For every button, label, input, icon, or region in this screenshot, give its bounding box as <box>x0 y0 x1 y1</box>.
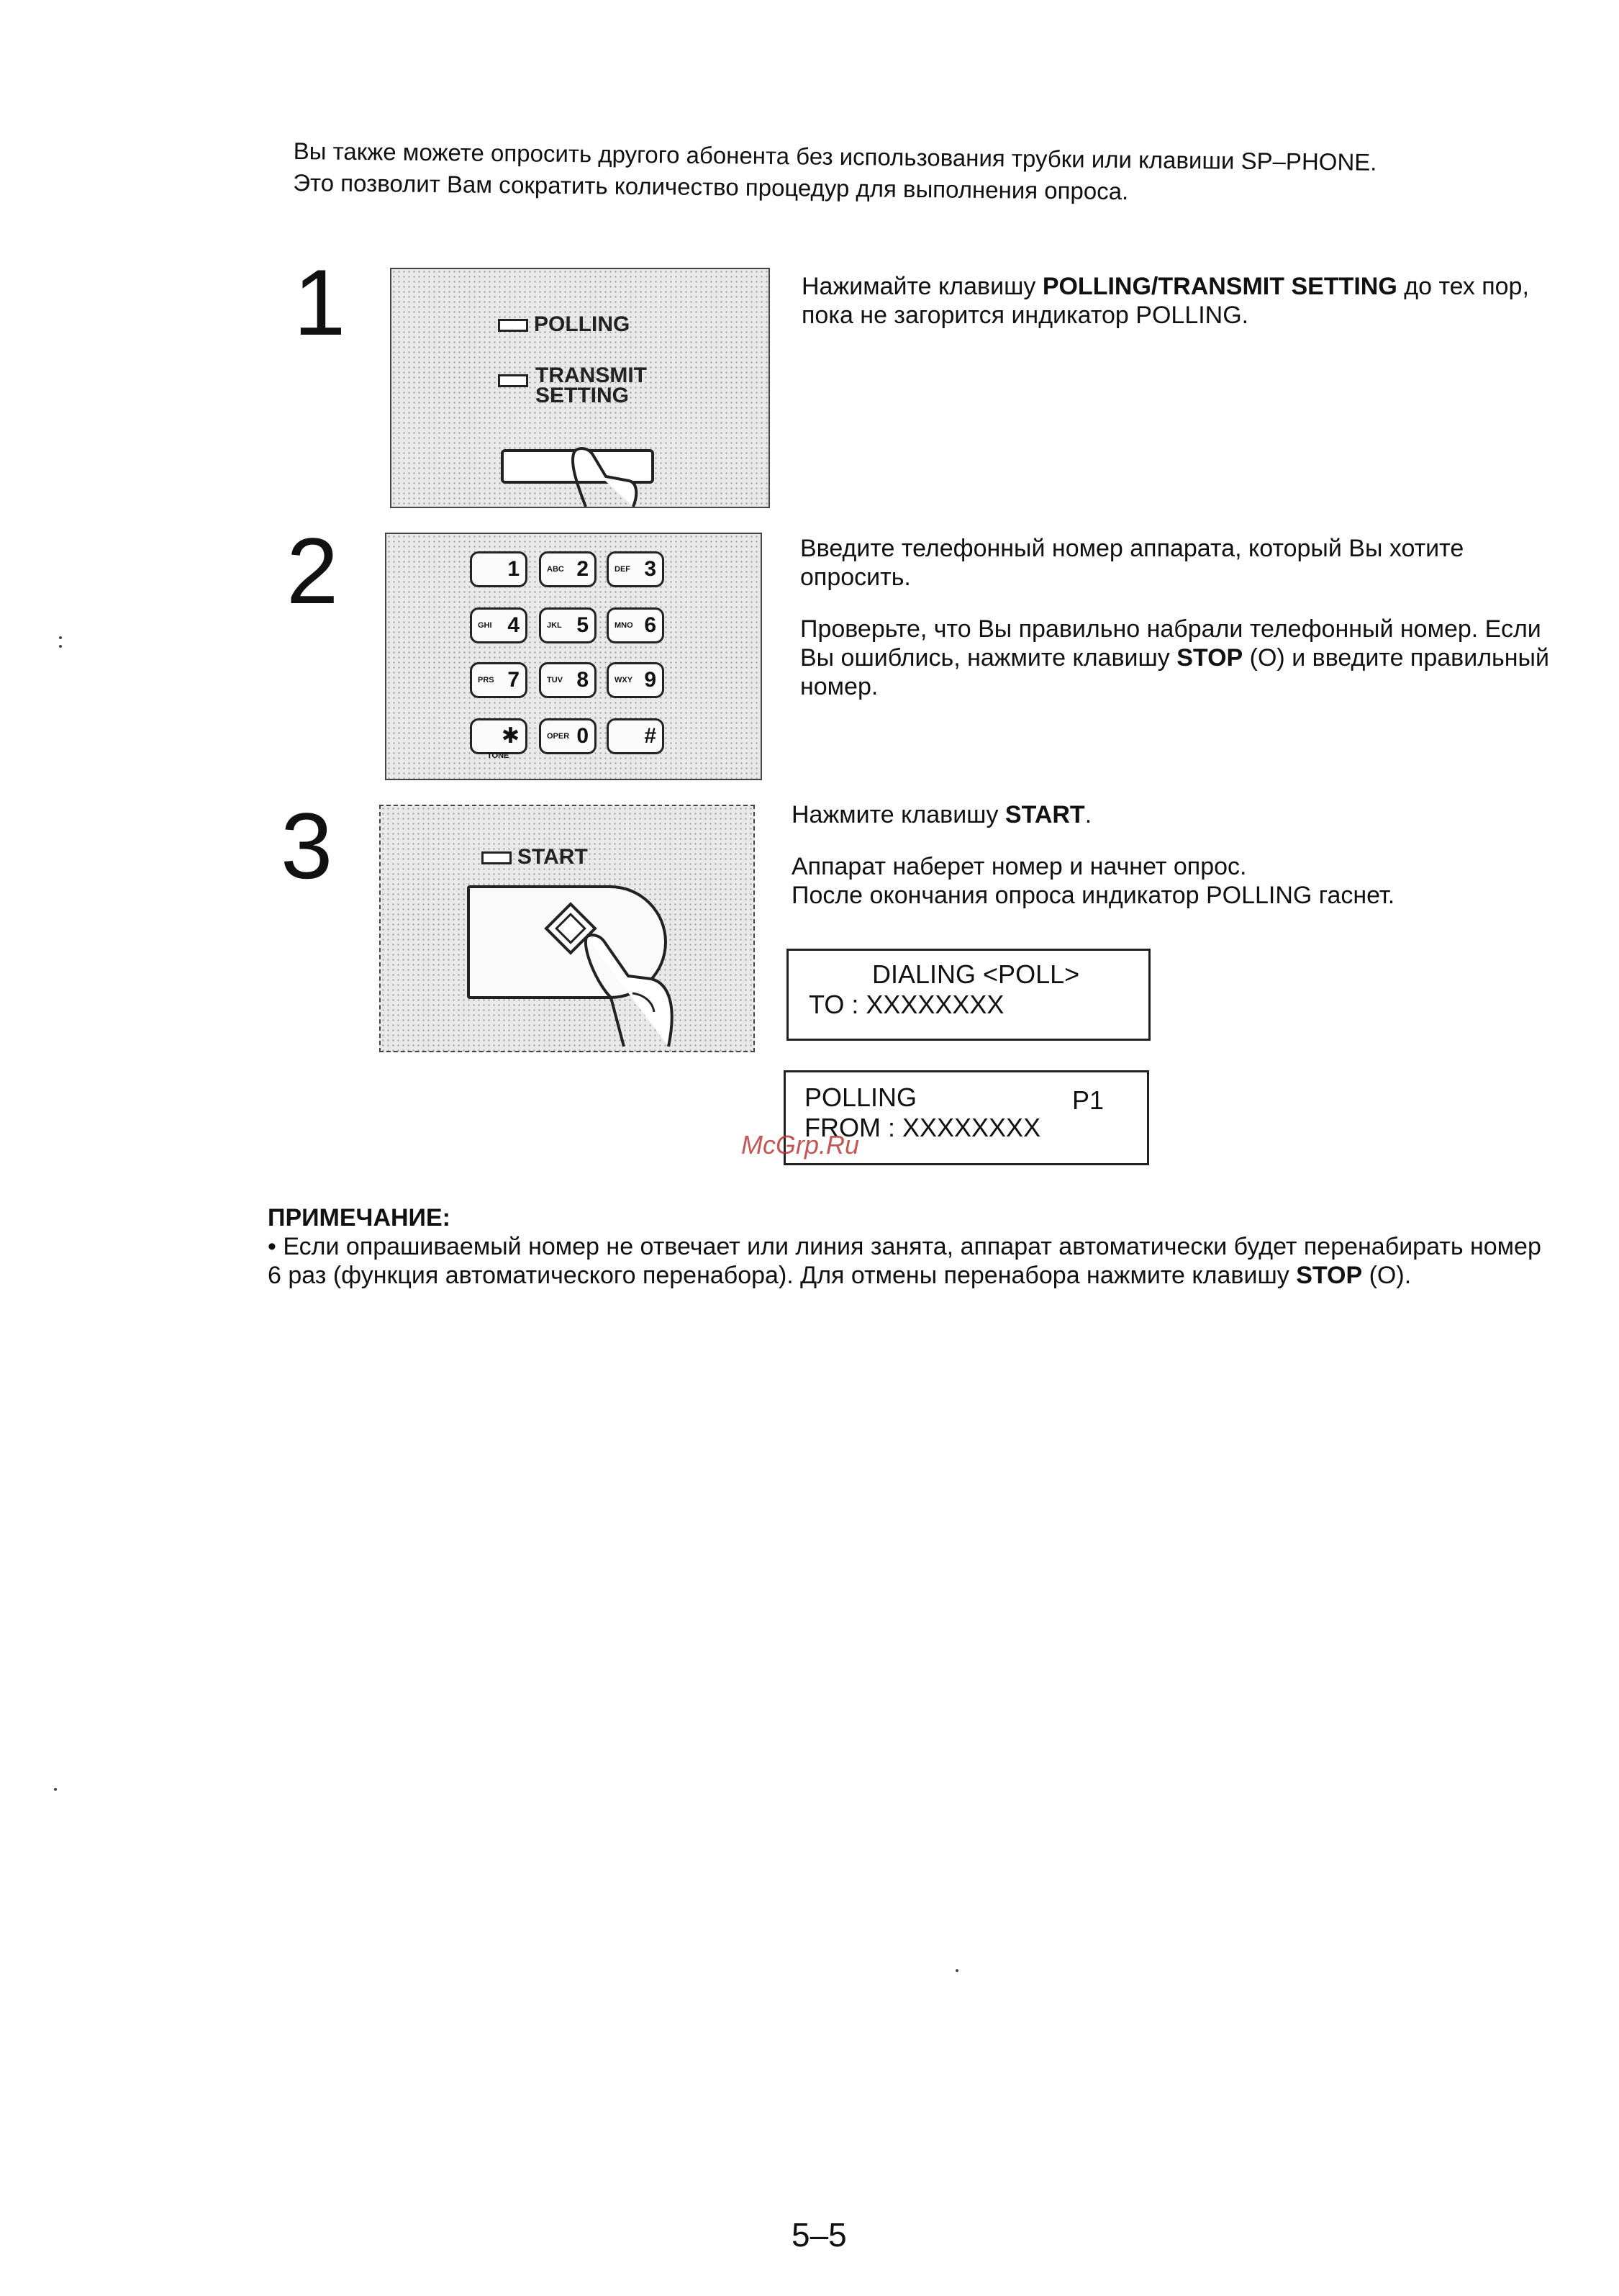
keypad-key <box>539 718 597 754</box>
step-3-para-1-pre: Нажмите клавишу <box>792 801 1005 828</box>
keypad-key-digit: 6 <box>644 613 656 637</box>
intro-text <box>293 135 1445 211</box>
note-bullet: • <box>268 1233 276 1260</box>
keypad-key-digit: 8 <box>576 668 589 692</box>
lcd-display-dialing <box>786 949 1151 1041</box>
step-3-para-1 <box>792 800 1554 829</box>
step-2-para-2-key: STOP <box>1176 644 1243 672</box>
keypad-key <box>470 662 527 698</box>
step-2-para-2-pre: Проверьте, что Вы правильно набрали телефонный номер. Если Вы ошиблись, нажмите клавишу <box>800 615 1541 672</box>
scan-artifact <box>54 1788 57 1791</box>
keypad-key <box>539 551 597 587</box>
keypad-key <box>539 662 597 698</box>
step-1-text-post: до тех пор, пока не загорится индикатор POLLING. <box>802 273 1529 329</box>
note-text-pre: Если опрашиваемый номер не отвечает или линия занята, аппарат автоматически будет перенабирать номер 6 раз (функция автоматического перенабора). Для отмены перенабора нажмите клавишу <box>268 1233 1541 1289</box>
step-2-para-2-post: (O) и введите правильный номер. <box>800 644 1549 700</box>
polling-indicator-label: POLLING <box>534 312 630 336</box>
note-title: ПРИМЕЧАНИЕ: <box>268 1204 450 1231</box>
keypad-key-digit: 5 <box>576 613 589 637</box>
keypad-key-letters: PRS <box>478 676 494 684</box>
step-1-text <box>802 272 1579 330</box>
note-text-key: STOP <box>1296 1262 1363 1289</box>
start-indicator-label: START <box>517 845 588 869</box>
pressing-hand-icon <box>582 933 683 1048</box>
step-1-text-key: POLLING/TRANSMIT SETTING <box>1042 273 1397 300</box>
step-2-text <box>800 534 1556 724</box>
keypad-key <box>470 551 527 587</box>
lcd-dialing-row-2: TO : XXXXXXXX <box>809 990 1004 1019</box>
keypad-key-digit: 7 <box>507 668 520 692</box>
step-1-text-pre: Нажимайте клавишу <box>802 273 1043 300</box>
keypad-key <box>470 607 527 643</box>
intro-line-2: Это позволит Вам сократить количество процедур для выполнения опроса. <box>293 168 1129 205</box>
keypad-key-letters: OPER <box>547 732 570 741</box>
lcd-polling-page: P1 <box>1072 1085 1105 1115</box>
setting-label: SETTING <box>535 384 630 407</box>
start-led-icon <box>481 851 512 864</box>
keypad-key-digit: ✱ <box>501 724 520 748</box>
tone-label: TONE <box>487 751 509 760</box>
pressing-finger-icon <box>564 445 643 507</box>
keypad-key-letters: WXY <box>615 676 633 684</box>
note-text-post: (O). <box>1362 1262 1412 1289</box>
keypad-key-digit: 2 <box>576 557 589 581</box>
scan-artifact <box>956 1969 958 1972</box>
step-3-para-1-key: START <box>1004 801 1085 828</box>
intro-line-1: Вы также можете опросить другого абонента без использования трубки или клавиши SP–PHONE. <box>293 137 1377 176</box>
step-3-para-1-post: . <box>1084 801 1092 828</box>
keypad-key-digit: 9 <box>644 668 656 692</box>
polling-indicator <box>498 312 630 337</box>
scan-artifact <box>59 645 62 648</box>
polling-panel-illustration <box>390 268 770 508</box>
transmit-label: TRANSMIT <box>535 363 647 387</box>
keypad-key-digit: 0 <box>576 724 589 748</box>
polling-led-icon <box>498 319 528 332</box>
keypad-key <box>607 607 664 643</box>
lcd-polling-row-2: FROM : XXXXXXXX <box>804 1113 1041 1142</box>
note-body <box>268 1232 1541 1290</box>
lcd-dialing-row-1: DIALING <POLL> <box>872 959 1080 989</box>
keypad-key-digit: 4 <box>507 613 520 637</box>
scan-artifact <box>59 636 62 639</box>
lcd-polling-row-1: POLLING <box>804 1083 917 1112</box>
keypad-key-digit: # <box>644 724 656 748</box>
keypad-key-letters: ABC <box>547 565 564 574</box>
keypad-key-digit: 3 <box>644 557 656 581</box>
keypad-key-letters: GHI <box>478 621 492 630</box>
step-2-para-2 <box>800 615 1556 701</box>
watermark: McGrp.Ru <box>741 1130 860 1160</box>
keypad-key <box>607 551 664 587</box>
step-2-number: 2 <box>286 518 339 623</box>
transmit-setting-indicator <box>498 363 647 407</box>
keypad-key-letters: DEF <box>615 565 630 574</box>
step-3-para-2-line-1: Аппарат наберет номер и начнет опрос. <box>792 853 1247 880</box>
keypad-key <box>607 718 664 754</box>
keypad-key <box>539 607 597 643</box>
start-panel-illustration <box>379 805 755 1052</box>
step-3-para-2-line-2: После окончания опроса индикатор POLLING гаснет. <box>792 882 1395 909</box>
keypad-key-letters: TUV <box>547 676 563 684</box>
keypad-illustration <box>385 533 762 780</box>
keypad-key-letters: JKL <box>547 621 562 630</box>
step-1-number: 1 <box>294 250 346 355</box>
keypad-key-letters: MNO <box>615 621 633 630</box>
page-number: 5–5 <box>792 2216 847 2254</box>
keypad-key <box>607 662 664 698</box>
keypad-key <box>470 718 527 754</box>
keypad-key-digit: 1 <box>507 557 520 581</box>
step-3-text <box>792 800 1554 910</box>
start-indicator <box>481 845 588 869</box>
step-2-para-1: Введите телефонный номер аппарата, который Вы хотите опросить. <box>800 535 1464 591</box>
transmit-led-icon <box>498 374 528 387</box>
step-3-number: 3 <box>281 793 333 898</box>
